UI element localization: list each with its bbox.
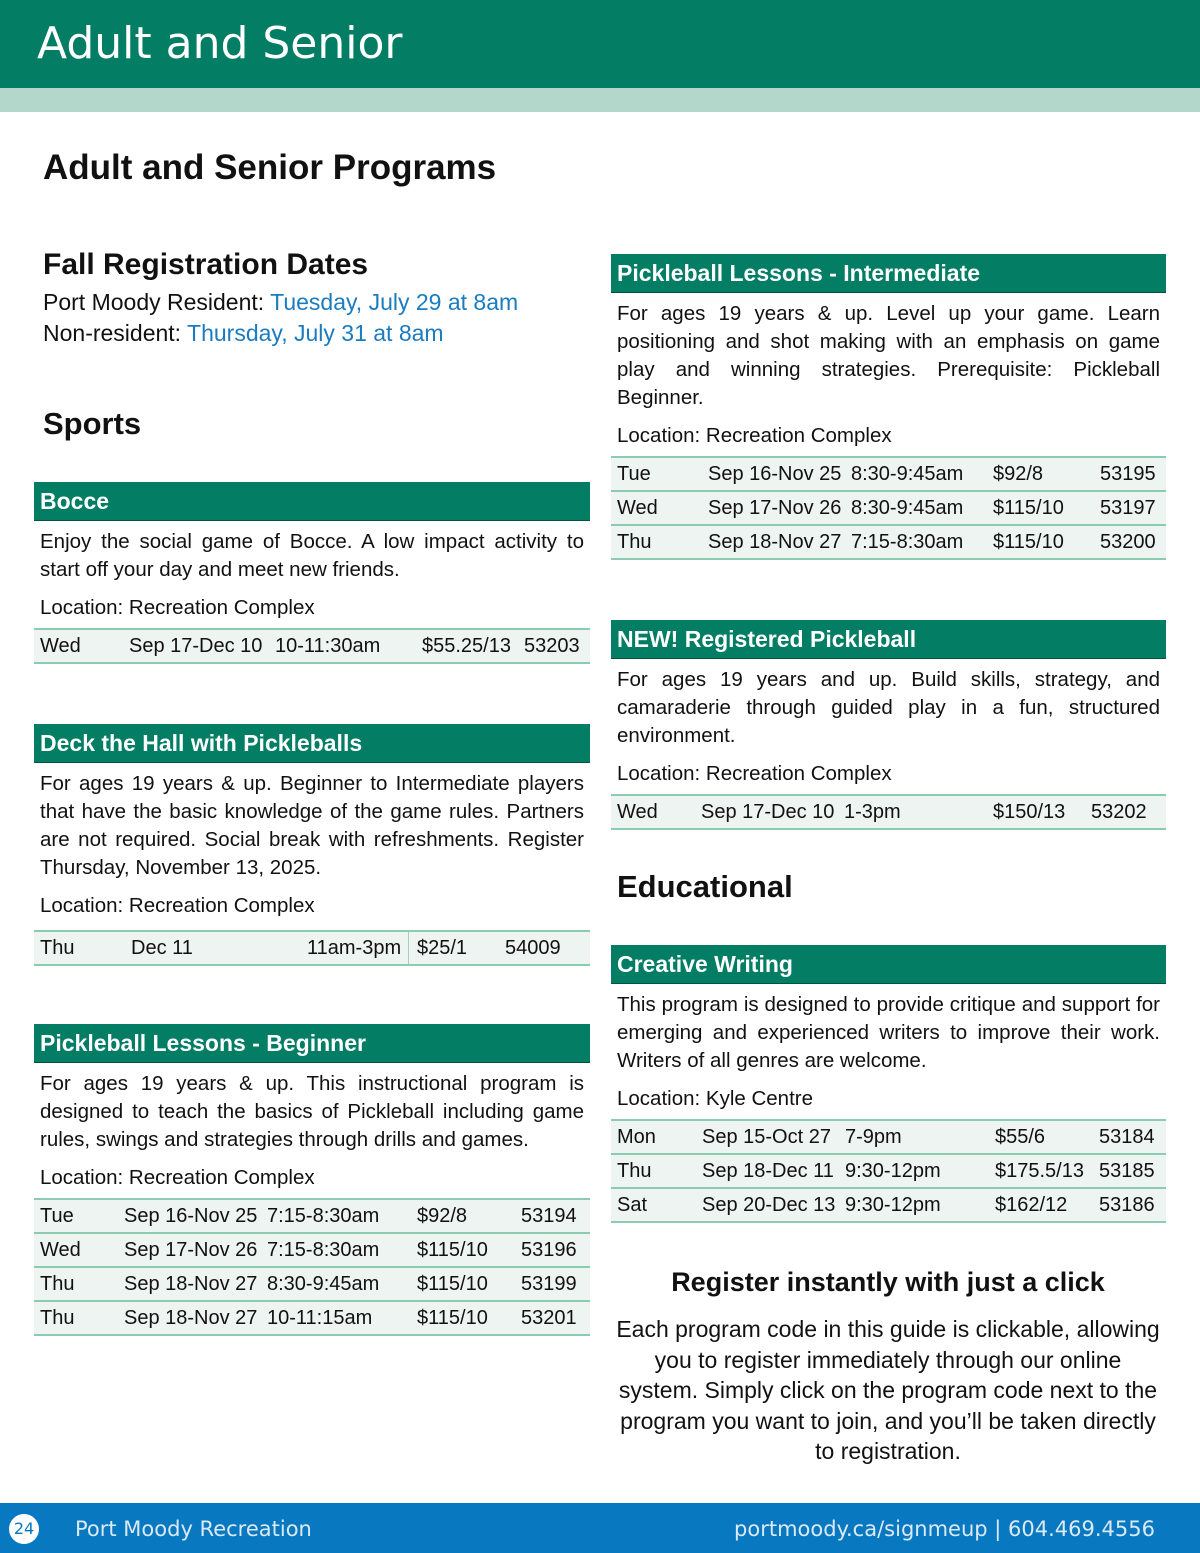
row-code[interactable]: 53202 (1091, 801, 1147, 823)
row-fee: $92/8 (993, 463, 1044, 485)
program-description: For ages 19 years & up. Beginner to Intermediate players that have the basic knowledge of the game rules. Partners are not required. Social break with refreshments. Register Thursday, November 13, 2025. (40, 772, 584, 879)
program-description: Enjoy the social game of Bocce. A low impact activity to start off your day and meet new friends. (40, 530, 584, 581)
row-code[interactable]: 53194 (521, 1205, 577, 1227)
row-code[interactable]: 53185 (1099, 1160, 1155, 1182)
row-day: Thu (40, 1273, 75, 1295)
registration-heading: Fall Registration Dates (43, 248, 369, 281)
table-row (34, 1302, 590, 1336)
row-code[interactable]: 53199 (521, 1273, 577, 1295)
row-dates: Sep 18-Nov 27 (708, 531, 842, 553)
row-dates: Sep 20-Dec 13 (702, 1194, 836, 1216)
row-fee: $55.25/13 (422, 635, 511, 657)
program-registered-pickleball (611, 620, 1166, 830)
schedule-table (34, 1198, 590, 1336)
row-day: Mon (617, 1126, 656, 1148)
page-number: 24 (9, 1514, 39, 1544)
program-title: Pickleball Lessons - Intermediate (611, 254, 1166, 293)
nonresident-label: Non-resident: (43, 320, 188, 346)
schedule-table (34, 628, 590, 664)
row-day: Wed (40, 1239, 81, 1261)
footer-contact-link[interactable]: portmoody.ca/signmeup | 604.469.4556 (734, 1517, 1155, 1541)
page-title: Adult and Senior Programs (43, 148, 497, 187)
program-pickleball-intermediate (611, 254, 1166, 560)
row-code[interactable]: 53201 (521, 1307, 577, 1329)
program-title: Bocce (34, 482, 590, 521)
row-dates: Sep 16-Nov 25 (124, 1205, 258, 1227)
row-dates: Sep 18-Nov 27 (124, 1273, 258, 1295)
row-time: 7:15-8:30am (267, 1239, 380, 1261)
row-dates: Sep 16-Nov 25 (708, 463, 842, 485)
row-fee: $115/10 (417, 1239, 488, 1261)
row-time: 9:30-12pm (845, 1160, 941, 1182)
row-code[interactable]: 53196 (521, 1239, 577, 1261)
table-row (34, 630, 590, 664)
table-row (34, 1268, 590, 1302)
header-band (0, 88, 1200, 112)
row-day: Tue (617, 463, 651, 485)
program-location: Location: Recreation Complex (40, 1166, 315, 1189)
table-row (611, 492, 1166, 526)
row-day: Sat (617, 1194, 648, 1216)
row-day: Thu (617, 1160, 652, 1182)
row-day: Wed (40, 635, 81, 657)
row-fee: $115/10 (993, 497, 1064, 519)
row-code[interactable]: 53184 (1099, 1126, 1155, 1148)
row-day: Thu (617, 531, 652, 553)
row-time: 1-3pm (844, 801, 901, 823)
row-day: Tue (40, 1205, 74, 1227)
schedule-table (611, 1119, 1166, 1223)
program-title: Deck the Hall with Pickleballs (34, 724, 590, 763)
table-row (611, 796, 1166, 830)
program-title: Creative Writing (611, 945, 1166, 984)
program-description: For ages 19 years and up. Build skills, strategy, and camaraderie through guided play in a fun, structured environment. (617, 668, 1160, 747)
row-dates: Sep 15-Oct 27 (702, 1126, 831, 1148)
program-pickleball-beginner (34, 1024, 590, 1336)
column-divider (408, 932, 409, 964)
row-fee: $162/12 (995, 1194, 1068, 1216)
educational-heading: Educational (617, 869, 793, 904)
row-fee: $25/1 (417, 937, 468, 959)
row-code[interactable]: 53186 (1099, 1194, 1155, 1216)
program-description: For ages 19 years & up. This instructional program is designed to teach the basics of Pickleball including game rules, swings and strategies through drills and games. (40, 1072, 584, 1151)
row-time: 7:15-8:30am (851, 531, 964, 553)
sports-heading: Sports (43, 406, 142, 441)
row-time: 8:30-9:45am (267, 1273, 380, 1295)
table-row (34, 932, 590, 966)
row-day: Wed (617, 801, 658, 823)
table-row (611, 526, 1166, 560)
row-fee: $92/8 (417, 1205, 468, 1227)
row-day: Thu (40, 937, 75, 959)
nonresident-date: Thursday, July 31 at 8am (187, 320, 444, 346)
row-time: 7:15-8:30am (267, 1205, 380, 1227)
row-dates: Sep 18-Nov 27 (124, 1307, 258, 1329)
header-title: Adult and Senior (37, 18, 403, 69)
table-row (611, 458, 1166, 492)
row-dates: Sep 17-Nov 26 (124, 1239, 258, 1261)
resident-registration (43, 287, 518, 317)
promo-title: Register instantly with just a click (671, 1267, 1105, 1297)
program-bocce (34, 482, 590, 664)
program-location: Location: Recreation Complex (40, 596, 315, 619)
table-row (611, 1155, 1166, 1189)
resident-label: Port Moody Resident: (43, 289, 271, 315)
program-deck-the-hall (34, 724, 590, 966)
program-location: Location: Recreation Complex (617, 424, 892, 447)
row-code[interactable]: 53203 (524, 635, 580, 657)
program-location: Location: Recreation Complex (617, 762, 892, 785)
row-time: 10-11:15am (267, 1307, 373, 1329)
row-time: 10-11:30am (275, 635, 381, 657)
program-title: Pickleball Lessons - Beginner (34, 1024, 590, 1063)
program-description: For ages 19 years & up. Level up your game. Learn positioning and shot making with an emphasis on game play and winning strategies. Prerequisite: Pickleball Beginner. (617, 302, 1160, 409)
row-code[interactable]: 53195 (1100, 463, 1156, 485)
row-fee: $115/10 (417, 1273, 488, 1295)
program-location: Location: Recreation Complex (40, 894, 315, 917)
page-footer (0, 1503, 1200, 1553)
schedule-table (34, 930, 590, 966)
table-row (611, 1189, 1166, 1223)
table-row (34, 1234, 590, 1268)
row-time: 9:30-12pm (845, 1194, 941, 1216)
table-row (34, 1200, 590, 1234)
row-day: Wed (617, 497, 658, 519)
row-fee: $115/10 (417, 1307, 488, 1329)
row-dates: Dec 11 (131, 937, 193, 959)
footer-org-name: Port Moody Recreation (75, 1517, 312, 1541)
row-fee: $55/6 (995, 1126, 1046, 1148)
row-dates: Sep 17-Dec 10 (701, 801, 835, 823)
row-fee: $150/13 (993, 801, 1066, 823)
row-dates: Sep 18-Dec 11 (702, 1160, 834, 1182)
program-creative-writing (611, 945, 1166, 1223)
row-dates: Sep 17-Dec 10 (129, 635, 263, 657)
row-time: 11am-3pm (307, 937, 402, 959)
table-row (611, 1121, 1166, 1155)
schedule-table (611, 456, 1166, 560)
page-header (0, 0, 1200, 88)
nonresident-registration (43, 318, 444, 348)
row-fee: $115/10 (993, 531, 1064, 553)
row-time: 8:30-9:45am (851, 463, 964, 485)
row-time: 7-9pm (845, 1126, 902, 1148)
schedule-table (611, 794, 1166, 830)
program-description: This program is designed to provide critique and support for emerging and experienced writers to improve their work. Writers of all genres are welcome. (617, 993, 1160, 1072)
row-day: Thu (40, 1307, 75, 1329)
row-code[interactable]: 53200 (1100, 531, 1156, 553)
row-code[interactable]: 53197 (1100, 497, 1156, 519)
program-location: Location: Kyle Centre (617, 1087, 814, 1110)
promo-text: Each program code in this guide is clickable, allowing you to register immediately through our online system. Simply click on the program code next to the program you want to join, and you’ll be taken directly to registration. (616, 1316, 1160, 1464)
row-code[interactable]: 54009 (505, 937, 561, 959)
row-dates: Sep 17-Nov 26 (708, 497, 842, 519)
resident-date: Tuesday, July 29 at 8am (270, 289, 519, 315)
program-title: NEW! Registered Pickleball (611, 620, 1166, 659)
row-fee: $175.5/13 (995, 1160, 1084, 1182)
row-time: 8:30-9:45am (851, 497, 964, 519)
